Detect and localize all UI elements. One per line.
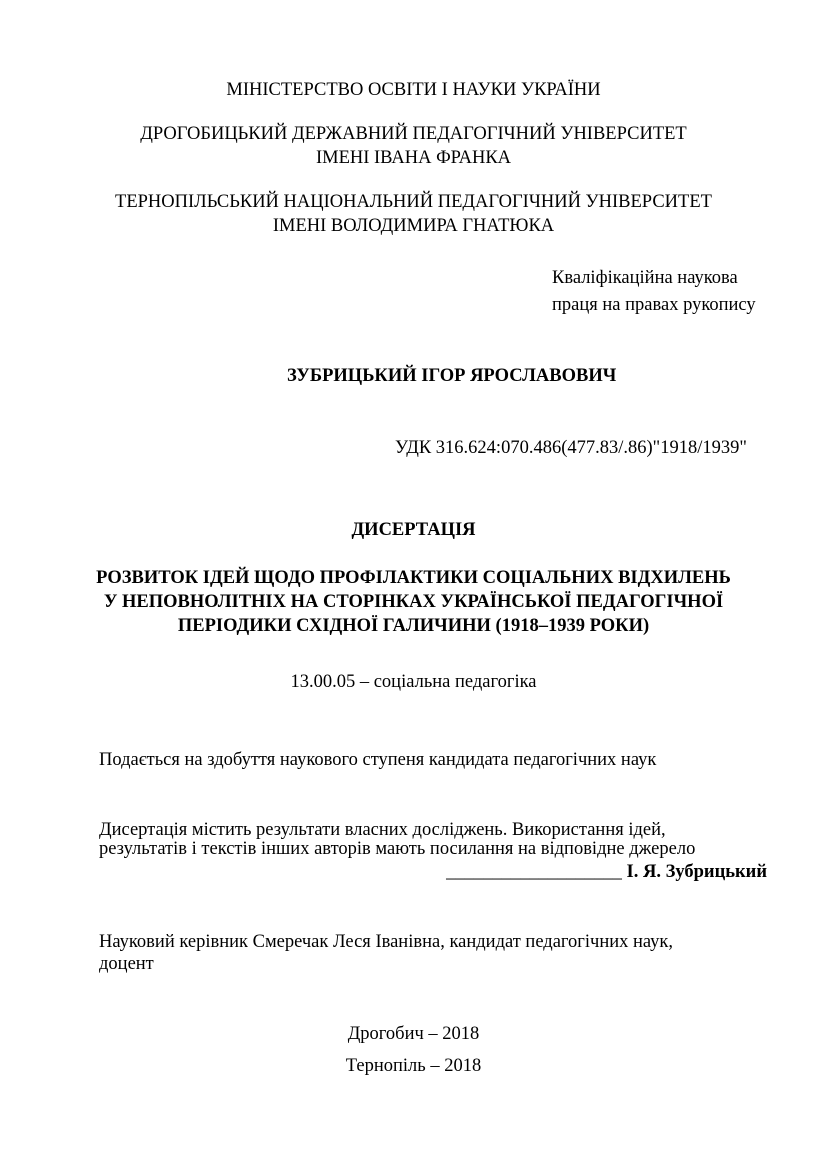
signature-name: І. Я. Зубрицький [626,862,767,882]
university2-name-line2: ІМЕНІ ВОЛОДИМИРА ГНАТЮКА [272,216,555,236]
dissertation-title-line3: ПЕРІОДИКИ СХІДНОЇ ГАЛИЧИНИ (1918–1939 РОКИ) [177,616,650,636]
footer-city-drohobych: Дрогобич – 2018 [347,1024,480,1044]
supervisor-line1: Науковий керівник Смеречак Леся Іванівна, кандидат педагогічних наук, [99,932,674,952]
university1-name-line2: ІМЕНІ ІВАНА ФРАНКА [315,148,512,168]
ministry-heading: МІНІСТЕРСТВО ОСВІТИ І НАУКИ УКРАЇНИ [226,80,601,100]
specialty-code: 13.00.05 – соціальна педагогіка [290,672,537,692]
document-type: ДИСЕРТАЦІЯ [351,520,476,540]
manuscript-note-line1: Кваліфікаційна наукова [552,268,738,288]
supervisor-line2: доцент [99,954,154,974]
dissertation-title-line1: РОЗВИТОК ІДЕЙ ЩОДО ПРОФІЛАКТИКИ СОЦІАЛЬНИХ ВІДХИЛЕНЬ [96,568,731,588]
udk-code: УДК 316.624:070.486(477.83/.86)"1918/1939" [395,438,747,458]
submission-statement: Подається на здобуття наукового ступеня кандидата педагогічних наук [99,750,657,770]
university2-name-line1: ТЕРНОПІЛЬСЬКИЙ НАЦІОНАЛЬНИЙ ПЕДАГОГІЧНИЙ УНІВЕРСИТЕТ [115,192,712,212]
university1-name-line1: ДРОГОБИЦЬКИЙ ДЕРЖАВНИЙ ПЕДАГОГІЧНИЙ УНІВЕРСИТЕТ [140,124,687,144]
originality-statement-line2: результатів і текстів інших авторів мають посилання на відповідне джерело [99,839,696,859]
footer-city-ternopil: Тернопіль – 2018 [345,1056,482,1076]
signature-blank: ___________________ [446,862,622,882]
dissertation-title-line2: У НЕПОВНОЛІТНІХ НА СТОРІНКАХ УКРАЇНСЬКОЇ ПЕДАГОГІЧНОЇ [103,592,724,612]
signature-line [446,860,767,885]
originality-statement-line1: Дисертація містить результати власних досліджень. Використання ідей, [99,820,666,840]
manuscript-note-line2: праця на правах рукопису [552,295,756,315]
author-name: ЗУБРИЦЬКИЙ ІГОР ЯРОСЛАВОВИЧ [287,366,617,386]
